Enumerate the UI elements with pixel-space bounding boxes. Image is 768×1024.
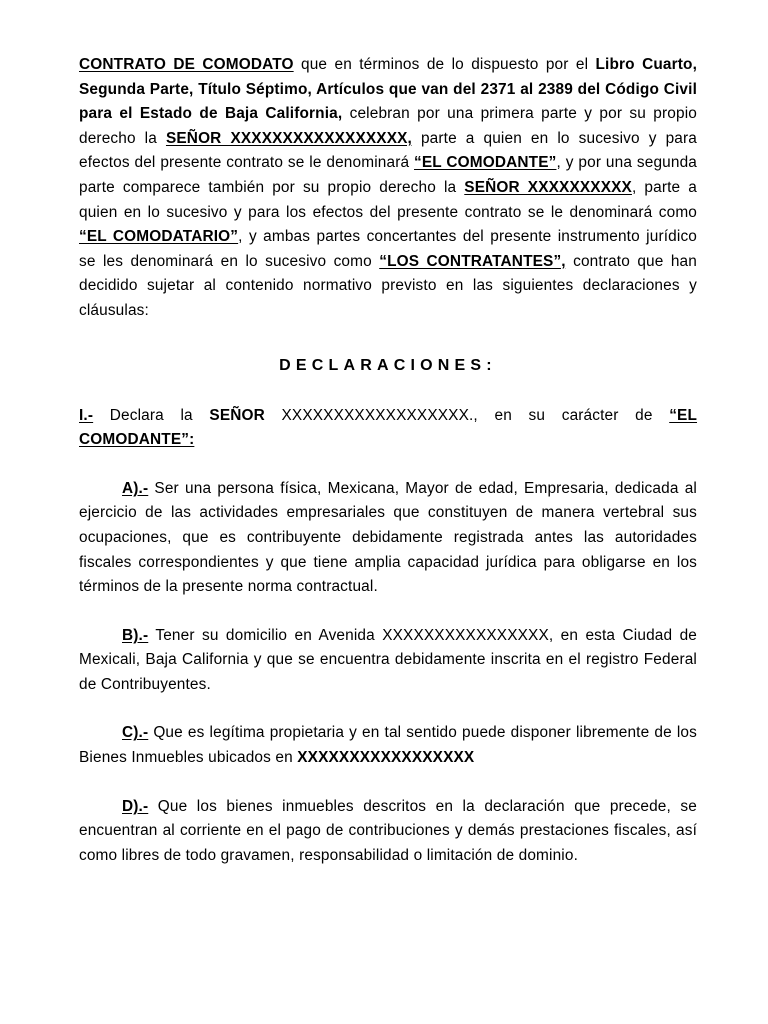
intro-paragraph bbox=[79, 53, 697, 324]
comodatario-label: “EL COMODATARIO” bbox=[79, 228, 239, 246]
item-c-location: XXXXXXXXXXXXXXXXX bbox=[297, 749, 475, 767]
declaration-1-comodante: “EL COMODANTE”: bbox=[79, 406, 698, 449]
declaration-1-senor: SEÑOR bbox=[209, 406, 265, 424]
declaration-item-b bbox=[79, 624, 697, 698]
item-a-label: A).- bbox=[122, 479, 149, 497]
comodante-label: “EL COMODANTE” bbox=[414, 154, 557, 172]
declaration-1-text-1: Declara la bbox=[93, 406, 210, 424]
declaration-item-d bbox=[79, 795, 697, 869]
item-b-text: Tener su domicilio en Avenida XXXXXXXXXXXXXXXX, en esta Ciudad de Mexicali, Baja California y que se encuentra debidamente inscrita en el registro Federal de Contribuyentes. bbox=[79, 626, 697, 693]
intro-text-3: parte a quien en lo sucesivo y para efectos del presente contrato se le denominará bbox=[79, 129, 697, 172]
item-d-text: Que los bienes inmuebles descritos en la declaración que precede, se encuentran al corriente en el pago de contribuciones y demás prestaciones fiscales, así como libres de todo gravamen, responsabilidad o limitación de dominio. bbox=[79, 797, 697, 864]
intro-text-2: celebran por una primera parte y por su propio derecho la bbox=[79, 105, 697, 147]
item-b-label: B).- bbox=[122, 626, 149, 644]
intro-text-4: , y por una segunda parte comparece también por su propio derecho la bbox=[79, 154, 697, 196]
legal-reference: Libro Cuarto, Segunda Parte, Título Séptimo, Artículos que van del 2371 al 2389 del Código Civil para el Estado de Baja California, bbox=[79, 56, 697, 123]
declaration-item-c bbox=[79, 721, 697, 770]
item-d-label: D).- bbox=[122, 797, 149, 815]
contract-title: CONTRATO DE COMODATO bbox=[79, 56, 294, 73]
item-c-text: Que es legítima propietaria y en tal sentido puede disponer libremente de los Bienes Inmuebles ubicados en bbox=[79, 724, 697, 767]
intro-text-1: que en términos de lo dispuesto por el bbox=[293, 56, 596, 73]
intro-text-7: contrato que han decidido sujetar al contenido normativo previsto en las siguientes declaraciones y cláusulas: bbox=[79, 252, 697, 319]
declaration-item-a bbox=[79, 477, 697, 600]
intro-text-6: , y ambas partes concertantes del presente instrumento jurídico se les denominará en lo sucesivo como bbox=[79, 228, 697, 270]
item-c-label: C).- bbox=[122, 724, 149, 742]
comodatario-name: SEÑOR XXXXXXXXXX bbox=[464, 178, 632, 196]
contratantes-label: “LOS CONTRATANTES”, bbox=[379, 252, 566, 270]
declaration-1 bbox=[79, 404, 697, 453]
item-a-text: Ser una persona física, Mexicana, Mayor de edad, Empresaria, dedicada al ejercicio de las actividades empresariales que constituyen de manera vertebral sus ocupaciones, que es contribuyente debidamente registrada antes las autoridades fiscales correspondientes y que tiene amplia capacidad jurídica para obligarse en los términos de la presente norma contractual. bbox=[79, 479, 697, 596]
declaration-1-number: I.- bbox=[79, 406, 94, 424]
declaration-1-text-2: XXXXXXXXXXXXXXXXXX., en su carácter de bbox=[264, 406, 670, 424]
section-heading: DECLARACIONES: bbox=[279, 356, 497, 374]
comodante-name: SEÑOR XXXXXXXXXXXXXXXXX, bbox=[165, 129, 412, 147]
intro-text-5: , parte a quien en lo sucesivo y para los efectos del presente contrato se le denominará como bbox=[79, 178, 697, 221]
